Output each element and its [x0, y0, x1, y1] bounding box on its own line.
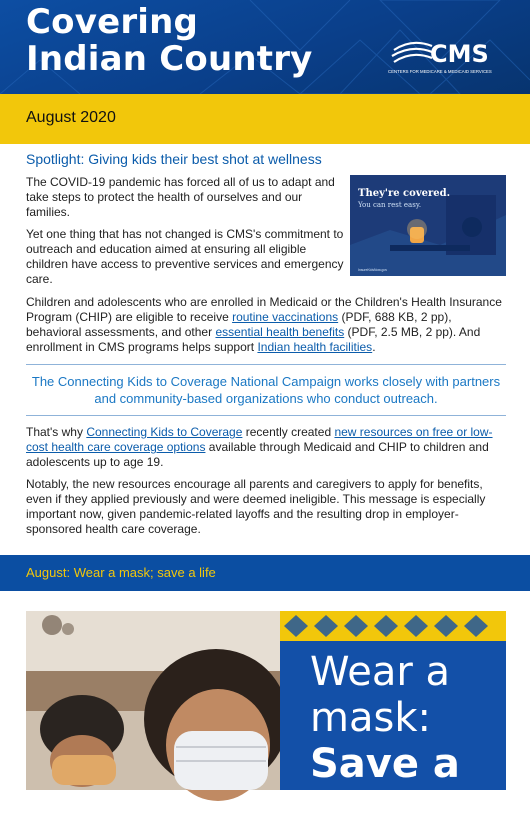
callout-top-divider [26, 364, 506, 365]
wear-a-line: Wear a [310, 649, 450, 695]
insure-kids-now-image[interactable] [350, 175, 506, 276]
newsletter-title [26, 4, 313, 78]
p4-text-3: available through Medicaid and CHIP to children and adolescents up to age 19. [26, 440, 489, 469]
new-resources-link[interactable]: new resources on free or low-cost health care coverage options [26, 425, 493, 454]
cms-logo-text: CMS [430, 40, 489, 68]
cms-logo-subtext: CENTERS FOR MEDICARE & MEDICAID SERVICES [388, 69, 492, 74]
campaign-callout: The Connecting Kids to Coverage National Campaign works closely with partners and community-based organizations who conduct outreach. [31, 374, 501, 406]
mask-section-heading: August: Wear a mask; save a life [26, 565, 216, 580]
spotlight-paragraph-3 [26, 295, 508, 355]
indian-health-facilities-link[interactable]: Indian health facilities [257, 340, 373, 354]
essential-health-benefits-link[interactable]: essential health benefits [215, 325, 345, 339]
spotlight-paragraph-4 [26, 425, 506, 470]
spotlight-heading: Spotlight: Giving kids their best shot at wellness [26, 151, 322, 167]
mask-line: mask: [310, 695, 431, 741]
p3-text-3: (PDF, 2.5 MB, 2 pp). And enrollment in CMS programs helps support [26, 325, 481, 354]
spotlight-paragraph-1: The COVID-19 pandemic has forced all of us to adapt and take steps to protect the health of ourselves and our families. [26, 175, 335, 219]
title-line-2: Indian Country [26, 39, 313, 79]
image-headline: They're covered. [358, 188, 451, 199]
date-band [0, 94, 530, 144]
routine-vaccinations-link[interactable]: routine vaccinations [232, 310, 339, 324]
cms-logo[interactable] [388, 36, 506, 76]
p3-text-4: . [372, 340, 376, 354]
spotlight-paragraph-2: Yet one thing that has not changed is CMS's commitment to outreach and education aimed at ensuring all eligible children have access to preventive services and emergency care. [26, 227, 344, 286]
save-a-life-line: Save a life [310, 741, 460, 833]
issue-date: August 2020 [26, 109, 116, 126]
wear-a-mask-image[interactable] [26, 611, 506, 833]
p3-text-2: (PDF, 688 KB, 2 pp), behavioral assessments, and other [26, 310, 452, 339]
title-line-1: Covering [26, 2, 199, 42]
newsletter-header [0, 0, 530, 94]
mask-section-banner [0, 555, 530, 591]
image-subhead: You can rest easy. [358, 201, 422, 209]
p4-text-1: That's why [26, 425, 87, 439]
spotlight-paragraph-5: Notably, the new resources encourage all parents and caregivers to apply for benefits, even if they applied previously and were deemed ineligible. This message is especially important now, given pandemic-related layoffs and the resulting drop in employer-sponsored health care coverage. [26, 477, 486, 536]
callout-bottom-divider [26, 415, 506, 416]
p3-text-1: Children and adolescents who are enrolled in Medicaid or the Children's Health Insurance Program (CHIP) are eligible to receive [26, 295, 502, 324]
image-footer: InsureKidsNow.gov [358, 268, 388, 272]
connecting-kids-link[interactable]: Connecting Kids to Coverage [86, 425, 243, 439]
p4-text-2: recently created [242, 425, 335, 439]
